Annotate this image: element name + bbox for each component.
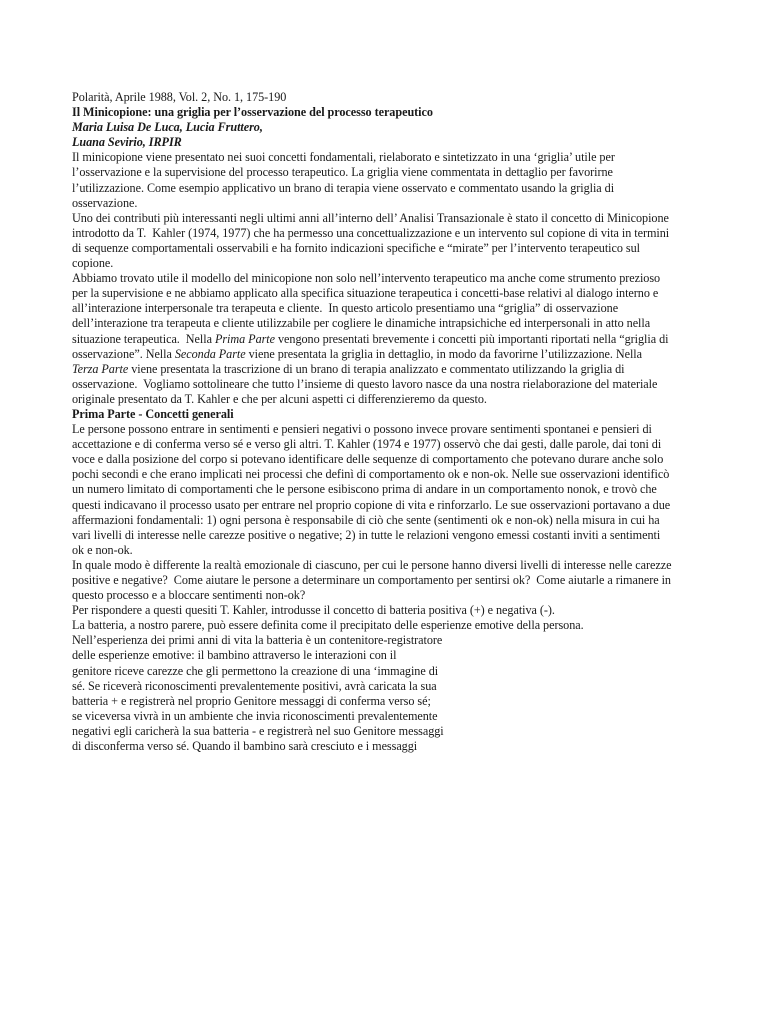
text-line: La batteria, a nostro parere, può essere definita come il precipitato delle esperienze emotive della persona. (72, 618, 584, 633)
intro-paragraph-2 (72, 271, 702, 407)
text-line: accettazione e di conferma verso sé e verso gli altri. T. Kahler (1974 e 1977) osservò che dai gesti, dalle parole, dai toni di (72, 437, 662, 452)
authors-line-2: Luana Sevirio, IRPIR (72, 135, 182, 150)
text-line: un numero limitato di comportamenti che le persone esibiscono prima di andare in un comportamento nonok, e trovò che (72, 482, 657, 497)
document-page (72, 90, 702, 754)
text-segment: viene presentata la trascrizione di un brano di terapia analizzato e commentato utilizzando la griglia di (128, 361, 625, 376)
text-line: voce e dalla posizione del corpo si potevano identificare delle sequenze di comportamento che potevano durare anche solo (72, 452, 664, 467)
text-line: negativi egli caricherà la sua batteria - e registrerà nel suo Genitore messaggi (72, 723, 444, 738)
text-line: all’interazione interpersonale tra terapeuta e cliente. In questo articolo presentiamo una “griglia” di osservazione (72, 301, 619, 316)
text-line: per la supervisione e ne abbiamo applicato alla specifica situazione terapeutica i concetti-base relativi al dialogo interno e (72, 286, 659, 301)
section-paragraph-3 (72, 603, 702, 618)
text-line: questi indicavano il processo usato per entrare nel proprio copione di vita e rinforzarlo. Le sue osservazioni portavano a due (72, 497, 671, 512)
emphasis-terza-parte: Terza Parte (72, 361, 129, 376)
text-line (72, 332, 702, 347)
text-segment: viene presentata la griglia in dettaglio, in modo da favorirne l’utilizzazione. Nella (245, 346, 642, 361)
text-line: pochi secondi e che erano implicati nei processi che definì di comportamento ok e non-ok. Nelle sue osservazioni identificò (72, 467, 670, 482)
emphasis-prima-parte: Prima Parte (214, 331, 275, 346)
text-line: positive e negative? Come aiutare le persone a determinare un comportamento per sentirsi ok? Come aiutarle a rimanere in (72, 573, 671, 587)
section-paragraph-4 (72, 618, 702, 633)
text-line: genitore riceve carezze che gli permettono la creazione di una ‘immagine di (72, 663, 439, 678)
text-line: Nell’esperienza dei primi anni di vita la batteria è un contenitore-registratore (72, 633, 443, 648)
text-line: se viceversa vivrà in un ambiente che invia riconoscimenti prevalentemente (72, 708, 438, 723)
authors-line-1: Maria Luisa De Luca, Lucia Fruttero, (72, 120, 263, 135)
text-line: introdotto da T. Kahler (1974, 1977) che ha permesso una concettualizzazione e un intervento sul copione di vita in termini (72, 225, 670, 240)
text-line: batteria + e registrerà nel proprio Genitore messaggi di conferma verso sé; (72, 693, 431, 708)
text-line: dell’interazione tra terapeuta e cliente utilizzabile per cogliere le dinamiche intrapsichiche ed interpersonali in atto nella (72, 316, 651, 331)
text-line (72, 362, 702, 377)
intro-paragraph-1 (72, 211, 702, 271)
article-title: Il Minicopione: una griglia per l’osservazione del processo terapeutico (72, 105, 433, 120)
text-line: In quale modo è differente la realtà emozionale di ciascuno, per cui le persone hanno diversi livelli di interesse nelle carezze (72, 557, 672, 572)
text-line: osservazione. (72, 195, 138, 210)
text-line: Abbiamo trovato utile il modello del minicopione non solo nell’intervento terapeutico ma anche come strumento prezioso (72, 271, 661, 286)
text-line: l’osservazione e la supervisione del processo terapeutico. La griglia viene commentata in dettaglio per favorirne (72, 165, 613, 180)
text-line: osservazione. Vogliamo sottolineare che tutto l’insieme di questo lavoro nasce da una nostra rielaborazione del materiale (72, 376, 658, 391)
text-line: di disconferma verso sé. Quando il bambino sarà cresciuto e i messaggi (72, 739, 418, 754)
text-line: affermazioni fondamentali: 1) ogni persona è responsabile di ciò che sente (sentimenti ok e non-ok) nella misura in cui ha (72, 512, 660, 527)
section-paragraph-5 (72, 633, 702, 754)
citation: Polarità, Aprile 1988, Vol. 2, No. 1, 175-190 (72, 90, 287, 104)
text-line: Le persone possono entrare in sentimenti e pensieri negativi o possono invece provare sentimenti spontanei e pensieri di (72, 422, 652, 437)
text-line: Uno dei contributi più interessanti negli ultimi anni all’interno dell’ Analisi Transazionale è stato il concetto di Minicopione (72, 210, 669, 225)
text-line: delle esperienze emotive: il bambino attraverso le interazioni con il (72, 648, 397, 663)
text-segment: situazione terapeutica. Nella (72, 331, 215, 346)
text-line: sé. Se riceverà riconoscimenti prevalentemente positivi, avrà caricata la sua (72, 678, 437, 693)
section-heading: Prima Parte - Concetti generali (72, 406, 234, 421)
abstract-paragraph (72, 150, 702, 210)
text-line (72, 347, 702, 362)
text-line: Il minicopione viene presentato nei suoi concetti fondamentali, rielaborato e sintetizzato in una ‘griglia’ utile per (72, 150, 615, 165)
text-line: questo processo e a bloccare sentimenti non-ok? (72, 588, 306, 603)
text-line: ok e non-ok. (72, 542, 133, 557)
section-paragraph-1 (72, 422, 702, 558)
section-paragraph-2 (72, 558, 702, 603)
emphasis-seconda-parte: Seconda Parte (174, 346, 246, 361)
text-line: di sequenze comportamentali osservabili e ha fornito indicazioni specifiche e “mirate” per l’intervento terapeutico sul (72, 240, 640, 255)
text-segment: osservazione”. Nella (72, 346, 175, 361)
text-line: Per rispondere a questi quesiti T. Kahler, introdusse il concetto di batteria positiva (+) e negativa (-). (72, 603, 555, 618)
text-segment: vengono presentati brevemente i concetti più importanti riportati nella “griglia di (275, 331, 669, 346)
text-line: originale presentato da T. Kahler e che per alcuni aspetti ci differenzieremo da questo. (72, 391, 487, 406)
text-line: vari livelli di interesse nelle carezze positive o negative; 2) in tutte le relazioni vengono emessi costanti inviti a sentimenti (72, 527, 661, 542)
text-line: copione. (72, 256, 114, 271)
text-line: l’utilizzazione. Come esempio applicativo un brano di terapia viene osservato e commentato usando la griglia di (72, 180, 615, 195)
